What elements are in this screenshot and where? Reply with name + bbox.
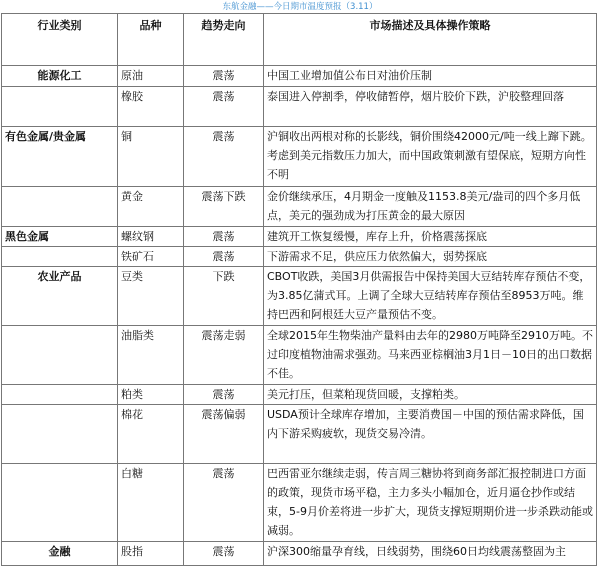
description-cell: USDA预计全球库存增加，主要消费国－中国的预估需求降低，国内下游采购疲软，现货交易冷清。 [264, 405, 597, 464]
trend-cell: 震荡 [184, 127, 264, 187]
product-cell: 铁矿石 [118, 247, 184, 267]
product-cell: 油脂类 [118, 326, 184, 385]
description-cell: 泰国进入停割季，停收储暂停，烟片胶价下跌，沪胶整理回落 [264, 87, 597, 127]
table-row [2, 267, 597, 326]
table-row [2, 87, 597, 127]
trend-cell: 震荡下跌 [184, 187, 264, 227]
description-cell: 沪深300缩量孕育线，日线弱势，围绕60日均线震荡整固为主 [264, 542, 597, 566]
trend-cell: 下跌 [184, 267, 264, 326]
trend-cell: 震荡 [184, 227, 264, 247]
header-category: 行业类别 [2, 14, 118, 66]
product-cell: 粕类 [118, 385, 184, 405]
trend-cell: 震荡 [184, 66, 264, 87]
trend-cell: 震荡走弱 [184, 326, 264, 385]
category-cell [2, 87, 118, 127]
product-cell: 原油 [118, 66, 184, 87]
report-title: 东航金融——今日期市温度预报（3.11） [222, 2, 378, 12]
product-cell: 黄金 [118, 187, 184, 227]
description-cell: 全球2015年生物柴油产量料由去年的2980万吨降至2910万吨。不过印度植物油需求强劲。马来西亚棕榈油3月1日－10日的出口数据不佳。 [264, 326, 597, 385]
category-cell: 金融 [2, 542, 118, 566]
table-row [2, 127, 597, 187]
trend-cell: 震荡 [184, 247, 264, 267]
table-row [2, 385, 597, 405]
table-row [2, 464, 597, 542]
product-cell: 股指 [118, 542, 184, 566]
product-cell: 豆类 [118, 267, 184, 326]
table-header-row [2, 14, 597, 66]
description-cell: 中国工业增加值公布日对油价压制 [264, 66, 597, 87]
product-cell: 白糖 [118, 464, 184, 542]
table-row [2, 326, 597, 385]
product-cell: 棉花 [118, 405, 184, 464]
category-cell [2, 247, 118, 267]
header-trend: 趋势走向 [184, 14, 264, 66]
forecast-table [1, 13, 597, 566]
description-cell: 沪铜收出两根对称的长影线，铜价围绕42000元/吨一线上蹿下跳。考虑到美元指数压力加大，而中国政策刺激有望保底，短期方向性不明 [264, 127, 597, 187]
trend-cell: 震荡 [184, 385, 264, 405]
category-cell: 黑色金属 [2, 227, 118, 247]
trend-cell: 震荡 [184, 464, 264, 542]
table-row [2, 542, 597, 566]
category-cell [2, 326, 118, 385]
category-cell: 农业产品 [2, 267, 118, 326]
trend-cell: 震荡 [184, 87, 264, 127]
category-cell: 能源化工 [2, 66, 118, 87]
table-row [2, 227, 597, 247]
category-cell [2, 464, 118, 542]
table-row [2, 405, 597, 464]
description-cell: CBOT收跌，美国3月供需报告中保持美国大豆结转库存预估不变，为3.85亿蒲式耳。上调了全球大豆结转库存预估至8953万吨。维持巴西和阿根廷大豆产量预估不变。 [264, 267, 597, 326]
product-cell: 橡胶 [118, 87, 184, 127]
description-cell: 下游需求不足，供应压力依然偏大，弱势探底 [264, 247, 597, 267]
header-product: 品种 [118, 14, 184, 66]
description-cell: 美元打压，但菜粕现货回暖，支撑粕类。 [264, 385, 597, 405]
category-cell [2, 187, 118, 227]
description-cell: 金价继续承压，4月期金一度触及1153.8美元/盎司的四个多月低点，美元的强劲成为打压黄金的最大原因 [264, 187, 597, 227]
description-cell: 巴西雷亚尔继续走弱，传言周三糖协将到商务部汇报控制进口方面的政策，现货市场平稳，主力多头小幅加仓，近月逼仓抄作或结束，5-9月价差将进一步扩大，现货支撑短期期价进一步杀跌动能或减弱。 [264, 464, 597, 542]
trend-cell: 震荡偏弱 [184, 405, 264, 464]
table-row [2, 247, 597, 267]
table-row [2, 66, 597, 87]
trend-cell: 震荡 [184, 542, 264, 566]
description-cell: 建筑开工恢复缓慢，库存上升，价格震荡探底 [264, 227, 597, 247]
table-row [2, 187, 597, 227]
product-cell: 铜 [118, 127, 184, 187]
category-cell: 有色金属/贵金属 [2, 127, 118, 187]
header-strategy: 市场描述及具体操作策略 [264, 14, 597, 66]
category-cell [2, 385, 118, 405]
category-cell [2, 405, 118, 464]
product-cell: 螺纹钢 [118, 227, 184, 247]
